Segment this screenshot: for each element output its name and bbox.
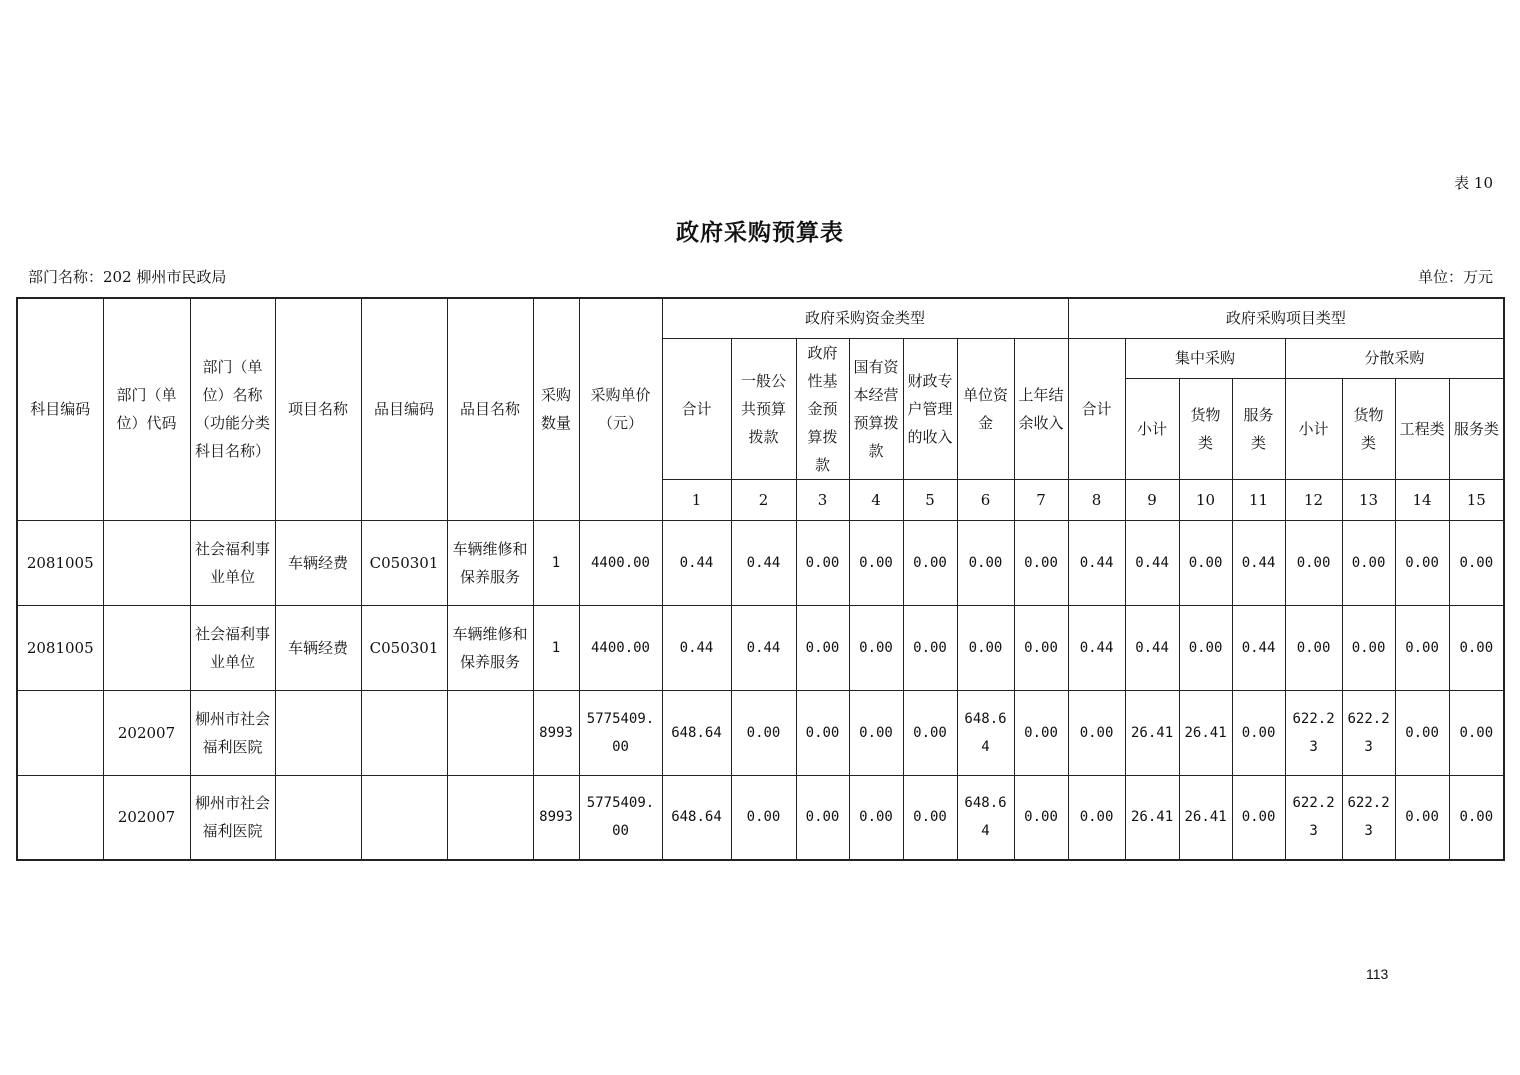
column-number: 13 (1342, 479, 1395, 520)
header-project-type-group: 政府采购项目类型 (1068, 298, 1504, 338)
table-row (17, 690, 1504, 775)
cell-value-col-13: 0.00 (1342, 520, 1395, 605)
cell-value-col-3: 0.00 (796, 775, 849, 860)
header-central-services: 服务类 (1232, 378, 1285, 479)
cell-item-name (447, 690, 533, 775)
table-row (17, 605, 1504, 690)
header-fund-special-account: 财政专户管理的收入 (903, 338, 957, 479)
cell-project-name: 车辆经费 (275, 605, 361, 690)
cell-dept-name: 社会福利事业单位 (190, 605, 275, 690)
header-dept-code: 部门（单位）代码 (103, 298, 190, 520)
cell-value-col-11: 0.44 (1232, 605, 1285, 690)
cell-value-col-1: 648.64 (662, 690, 731, 775)
cell-value-col-14: 0.00 (1395, 520, 1449, 605)
header-fund-general-budget: 一般公共预算拨款 (731, 338, 796, 479)
header-fund-state-capital: 国有资本经营预算拨款 (849, 338, 903, 479)
cell-value-col-7: 0.00 (1014, 690, 1068, 775)
cell-value-col-12: 622.23 (1285, 775, 1342, 860)
cell-value-col-3: 0.00 (796, 690, 849, 775)
header-item-name: 品目名称 (447, 298, 533, 520)
cell-value-col-6: 648.64 (957, 690, 1014, 775)
cell-item-code (361, 690, 447, 775)
cell-unit-price: 5775409.00 (579, 775, 662, 860)
cell-item-code (361, 775, 447, 860)
cell-dept-code (103, 605, 190, 690)
cell-unit-price: 5775409.00 (579, 690, 662, 775)
cell-value-col-12: 0.00 (1285, 605, 1342, 690)
header-central-subtotal: 小计 (1125, 378, 1179, 479)
column-number: 12 (1285, 479, 1342, 520)
header-fund-unit: 单位资金 (957, 338, 1014, 479)
cell-value-col-15: 0.00 (1449, 605, 1504, 690)
cell-value-col-3: 0.00 (796, 605, 849, 690)
cell-value-col-6: 648.64 (957, 775, 1014, 860)
cell-subject-code: 2081005 (17, 520, 103, 605)
column-number: 8 (1068, 479, 1125, 520)
header-dispersed-services: 服务类 (1449, 378, 1504, 479)
cell-value-col-8: 0.00 (1068, 775, 1125, 860)
cell-value-col-3: 0.00 (796, 520, 849, 605)
cell-value-col-8: 0.44 (1068, 605, 1125, 690)
page-number: 113 (1366, 966, 1389, 982)
table-number: 表 10 (1454, 174, 1493, 192)
cell-project-name (275, 775, 361, 860)
header-fund-total: 合计 (662, 338, 731, 479)
column-number: 6 (957, 479, 1014, 520)
cell-value-col-10: 26.41 (1179, 775, 1232, 860)
cell-subject-code (17, 775, 103, 860)
cell-value-col-9: 26.41 (1125, 690, 1179, 775)
column-number: 14 (1395, 479, 1449, 520)
cell-project-name (275, 690, 361, 775)
cell-value-col-10: 0.00 (1179, 605, 1232, 690)
column-number: 7 (1014, 479, 1068, 520)
cell-quantity: 1 (533, 520, 579, 605)
column-number: 5 (903, 479, 957, 520)
header-project-name: 项目名称 (275, 298, 361, 520)
cell-dept-name: 柳州市社会福利医院 (190, 690, 275, 775)
column-number: 3 (796, 479, 849, 520)
header-unit-price: 采购单价（元） (579, 298, 662, 520)
cell-value-col-14: 0.00 (1395, 775, 1449, 860)
cell-dept-name: 社会福利事业单位 (190, 520, 275, 605)
unit-label: 单位：万元 (1417, 268, 1493, 286)
cell-value-col-7: 0.00 (1014, 605, 1068, 690)
cell-item-code: C050301 (361, 520, 447, 605)
header-fund-gov-fund: 政府性基金预算拨款 (796, 338, 849, 479)
column-number: 15 (1449, 479, 1504, 520)
header-dispersed-goods: 货物类 (1342, 378, 1395, 479)
header-project-total: 合计 (1068, 338, 1125, 479)
cell-value-col-5: 0.00 (903, 690, 957, 775)
cell-value-col-1: 648.64 (662, 775, 731, 860)
header-fund-type-group: 政府采购资金类型 (662, 298, 1068, 338)
cell-value-col-15: 0.00 (1449, 690, 1504, 775)
cell-value-col-14: 0.00 (1395, 690, 1449, 775)
table-row (17, 775, 1504, 860)
column-number: 10 (1179, 479, 1232, 520)
cell-value-col-7: 0.00 (1014, 775, 1068, 860)
table-row (17, 520, 1504, 605)
cell-subject-code (17, 690, 103, 775)
cell-value-col-7: 0.00 (1014, 520, 1068, 605)
header-dept-name: 部门（单位）名称（功能分类科目名称） (190, 298, 275, 520)
header-central-procurement: 集中采购 (1125, 338, 1285, 378)
header-subject-code: 科目编码 (17, 298, 103, 520)
header-item-code: 品目编码 (361, 298, 447, 520)
cell-value-col-11: 0.00 (1232, 775, 1285, 860)
column-number: 4 (849, 479, 903, 520)
column-number: 9 (1125, 479, 1179, 520)
cell-unit-price: 4400.00 (579, 605, 662, 690)
column-number: 1 (662, 479, 731, 520)
cell-value-col-5: 0.00 (903, 520, 957, 605)
cell-value-col-6: 0.00 (957, 520, 1014, 605)
column-number: 11 (1232, 479, 1285, 520)
cell-value-col-14: 0.00 (1395, 605, 1449, 690)
header-dispersed-works: 工程类 (1395, 378, 1449, 479)
cell-value-col-8: 0.00 (1068, 690, 1125, 775)
cell-value-col-5: 0.00 (903, 775, 957, 860)
cell-value-col-9: 26.41 (1125, 775, 1179, 860)
procurement-budget-table (16, 297, 1505, 861)
cell-item-name: 车辆维修和保养服务 (447, 605, 533, 690)
table-body (17, 520, 1504, 860)
cell-quantity: 8993 (533, 775, 579, 860)
cell-dept-code (103, 520, 190, 605)
cell-quantity: 1 (533, 605, 579, 690)
cell-value-col-9: 0.44 (1125, 520, 1179, 605)
cell-dept-name: 柳州市社会福利医院 (190, 775, 275, 860)
cell-quantity: 8993 (533, 690, 579, 775)
cell-value-col-10: 26.41 (1179, 690, 1232, 775)
cell-project-name: 车辆经费 (275, 520, 361, 605)
cell-value-col-4: 0.00 (849, 775, 903, 860)
cell-item-name: 车辆维修和保养服务 (447, 520, 533, 605)
cell-value-col-1: 0.44 (662, 605, 731, 690)
cell-value-col-12: 0.00 (1285, 520, 1342, 605)
cell-value-col-2: 0.44 (731, 520, 796, 605)
cell-value-col-10: 0.00 (1179, 520, 1232, 605)
cell-value-col-2: 0.00 (731, 775, 796, 860)
header-dispersed-subtotal: 小计 (1285, 378, 1342, 479)
cell-value-col-9: 0.44 (1125, 605, 1179, 690)
cell-value-col-8: 0.44 (1068, 520, 1125, 605)
cell-dept-code: 202007 (103, 690, 190, 775)
cell-unit-price: 4400.00 (579, 520, 662, 605)
cell-value-col-13: 622.23 (1342, 690, 1395, 775)
cell-value-col-1: 0.44 (662, 520, 731, 605)
cell-value-col-2: 0.44 (731, 605, 796, 690)
cell-value-col-11: 0.44 (1232, 520, 1285, 605)
cell-value-col-2: 0.00 (731, 690, 796, 775)
cell-dept-code: 202007 (103, 775, 190, 860)
cell-value-col-13: 622.23 (1342, 775, 1395, 860)
cell-value-col-6: 0.00 (957, 605, 1014, 690)
cell-value-col-15: 0.00 (1449, 520, 1504, 605)
cell-value-col-11: 0.00 (1232, 690, 1285, 775)
cell-item-name (447, 775, 533, 860)
cell-value-col-4: 0.00 (849, 605, 903, 690)
cell-subject-code: 2081005 (17, 605, 103, 690)
cell-value-col-5: 0.00 (903, 605, 957, 690)
cell-value-col-15: 0.00 (1449, 775, 1504, 860)
column-number: 2 (731, 479, 796, 520)
page-title: 政府采购预算表 (676, 219, 844, 246)
header-dispersed-procurement: 分散采购 (1285, 338, 1504, 378)
department-label: 部门名称：202 柳州市民政局 (28, 268, 227, 286)
cell-value-col-13: 0.00 (1342, 605, 1395, 690)
header-quantity: 采购数量 (533, 298, 579, 520)
header-central-goods: 货物类 (1179, 378, 1232, 479)
header-fund-prior-balance: 上年结余收入 (1014, 338, 1068, 479)
cell-value-col-4: 0.00 (849, 690, 903, 775)
cell-item-code: C050301 (361, 605, 447, 690)
cell-value-col-12: 622.23 (1285, 690, 1342, 775)
cell-value-col-4: 0.00 (849, 520, 903, 605)
